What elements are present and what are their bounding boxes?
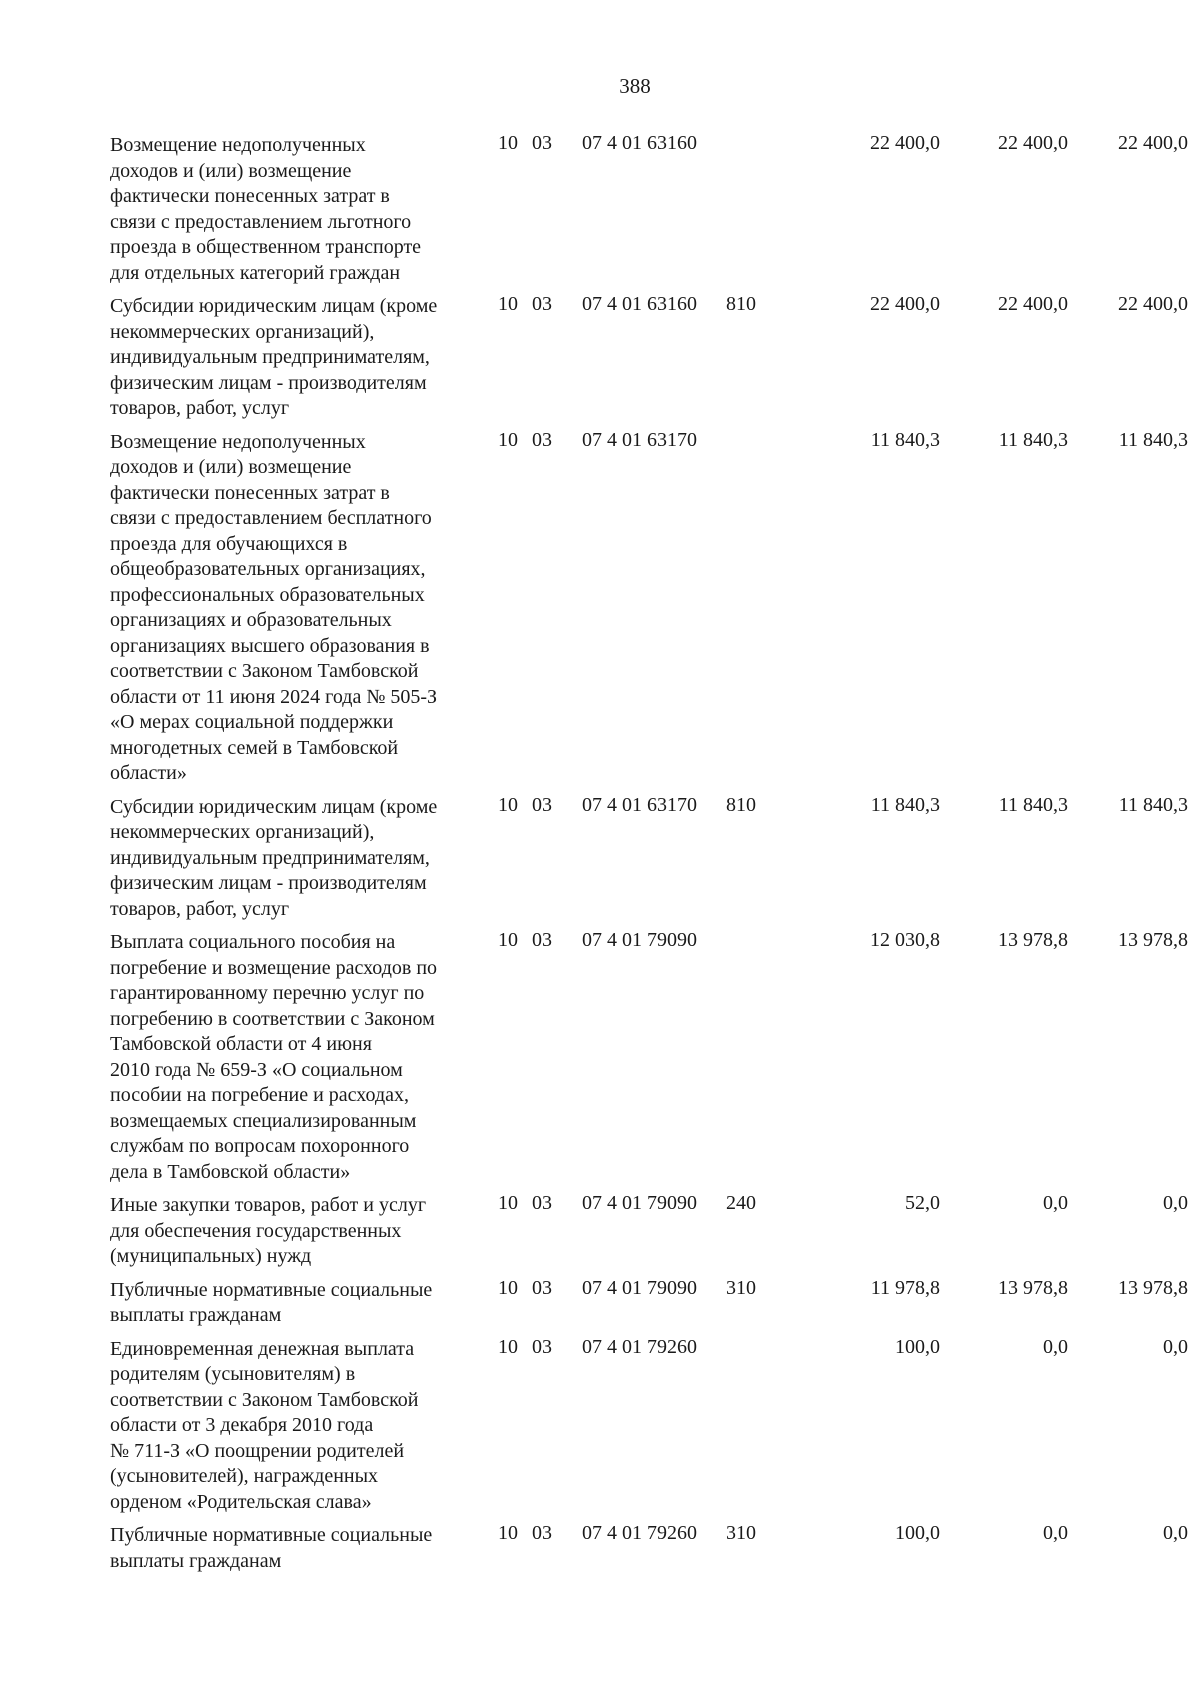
- table-row: [110, 1276, 1188, 1329]
- amount-year-2: 0,0: [1043, 1192, 1068, 1214]
- expense-type-code: 310: [726, 1276, 756, 1299]
- row-description: Возмещение недополученных доходов и (или) возмещение фактически понесенных затрат в связи с предоставлением бесплатного проезда для обучающихся в общеобразовательных организациях, профессиональных образовательных организациях и образовательных организациях высшего образования в соответствии с Законом Тамбовской области от 11 июня 2024 года № 505-З «О мерах социальной поддержки многодетных семей в Тамбовской области»: [110, 430, 438, 784]
- amount-year-3: 22 400,0: [1118, 132, 1188, 154]
- subsection-code: 03: [532, 132, 552, 154]
- amount-year-2: 22 400,0: [998, 293, 1068, 315]
- target-article-code: 07 4 01 79090: [582, 929, 697, 951]
- row-description: Выплата социального пособия на погребение и возмещение расходов по гарантированному перечню услуг по погребению в соответствии с Законом Тамбовской области от 4 июня 2010 года № 659-З «О социальном пособии на погребение и расходах, возмещаемых специализированным службам по вопросам похоронного дела в Тамбовской области»: [110, 931, 438, 1183]
- expense-type-code: 810: [726, 793, 756, 816]
- amount-year-2: 13 978,8: [998, 1276, 1068, 1299]
- target-article-code: 07 4 01 63160: [582, 132, 697, 154]
- amount-year-2: 11 840,3: [998, 793, 1068, 816]
- amount-year-3: 13 978,8: [1118, 1276, 1188, 1299]
- amount-year-1: 100,0: [895, 1335, 940, 1358]
- subsection-code: 03: [532, 793, 552, 816]
- target-article-code: 07 4 01 63170: [582, 428, 697, 451]
- section-code: 10: [498, 929, 518, 951]
- section-code: 10: [498, 428, 518, 451]
- amount-year-3: 11 840,3: [1118, 793, 1188, 816]
- target-article-code: 07 4 01 79090: [582, 1192, 697, 1214]
- subsection-code: 03: [532, 1276, 552, 1299]
- expense-type-code: 240: [726, 1192, 756, 1214]
- amount-year-1: 11 840,3: [870, 428, 940, 451]
- table-row: [110, 1522, 1188, 1574]
- budget-table: [110, 132, 1188, 1582]
- subsection-code: 03: [532, 293, 552, 315]
- amount-year-1: 22 400,0: [870, 293, 940, 315]
- row-description: Публичные нормативные социальные выплаты гражданам: [110, 1278, 433, 1326]
- amount-year-3: 11 840,3: [1118, 428, 1188, 451]
- amount-year-1: 100,0: [895, 1522, 940, 1544]
- section-code: 10: [498, 1522, 518, 1544]
- section-code: 10: [498, 1192, 518, 1214]
- subsection-code: 03: [532, 1335, 552, 1358]
- amount-year-2: 11 840,3: [998, 428, 1068, 451]
- page-number: 388: [619, 74, 651, 98]
- table-row: [110, 1192, 1188, 1270]
- row-description: Единовременная денежная выплата родителям (усыновителям) в соответствии с Законом Тамбовской области от 3 декабря 2010 года № 711-З «О поощрении родителей (усыновителей), награжденных орденом «Родительская слава»: [110, 1337, 419, 1513]
- row-description: Публичные нормативные социальные выплаты гражданам: [110, 1524, 433, 1572]
- amount-year-2: 0,0: [1043, 1522, 1068, 1544]
- row-description: Субсидии юридическим лицам (кроме некоммерческих организаций), индивидуальным предпринимателям, физическим лицам - производителям товаров, работ, услуг: [110, 795, 438, 920]
- section-code: 10: [498, 293, 518, 315]
- table-row: [110, 132, 1188, 286]
- amount-year-1: 52,0: [905, 1192, 940, 1214]
- expense-type-code: 310: [726, 1522, 756, 1544]
- subsection-code: 03: [532, 1522, 552, 1544]
- subsection-code: 03: [532, 929, 552, 951]
- target-article-code: 07 4 01 79090: [582, 1276, 697, 1299]
- table-row: [110, 929, 1188, 1185]
- table-row: [110, 428, 1188, 787]
- amount-year-2: 22 400,0: [998, 132, 1068, 154]
- section-code: 10: [498, 1276, 518, 1299]
- amount-year-3: 13 978,8: [1118, 929, 1188, 951]
- amount-year-3: 22 400,0: [1118, 293, 1188, 315]
- amount-year-1: 22 400,0: [870, 132, 940, 154]
- subsection-code: 03: [532, 1192, 552, 1214]
- row-description: Иные закупки товаров, работ и услуг для обеспечения государственных (муниципальных) нужд: [110, 1194, 427, 1267]
- section-code: 10: [498, 1335, 518, 1358]
- amount-year-3: 0,0: [1163, 1522, 1188, 1544]
- row-description: Субсидии юридическим лицам (кроме некоммерческих организаций), индивидуальным предпринимателям, физическим лицам - производителям товаров, работ, услуг: [110, 295, 438, 419]
- section-code: 10: [498, 132, 518, 154]
- row-description: Возмещение недополученных доходов и (или) возмещение фактически понесенных затрат в связи с предоставлением льготного проезда в общественном транспорте для отдельных категорий граждан: [110, 134, 422, 284]
- target-article-code: 07 4 01 63160: [582, 293, 697, 315]
- amount-year-3: 0,0: [1163, 1335, 1188, 1358]
- table-row: [110, 793, 1188, 923]
- expense-type-code: 810: [726, 293, 756, 315]
- subsection-code: 03: [532, 428, 552, 451]
- amount-year-2: 13 978,8: [998, 929, 1068, 951]
- amount-year-1: 11 978,8: [870, 1276, 940, 1299]
- amount-year-1: 12 030,8: [870, 929, 940, 951]
- table-row: [110, 293, 1188, 422]
- target-article-code: 07 4 01 79260: [582, 1335, 697, 1358]
- amount-year-2: 0,0: [1043, 1335, 1068, 1358]
- target-article-code: 07 4 01 79260: [582, 1522, 697, 1544]
- table-row: [110, 1335, 1188, 1516]
- section-code: 10: [498, 793, 518, 816]
- amount-year-3: 0,0: [1163, 1192, 1188, 1214]
- amount-year-1: 11 840,3: [870, 793, 940, 816]
- target-article-code: 07 4 01 63170: [582, 793, 697, 816]
